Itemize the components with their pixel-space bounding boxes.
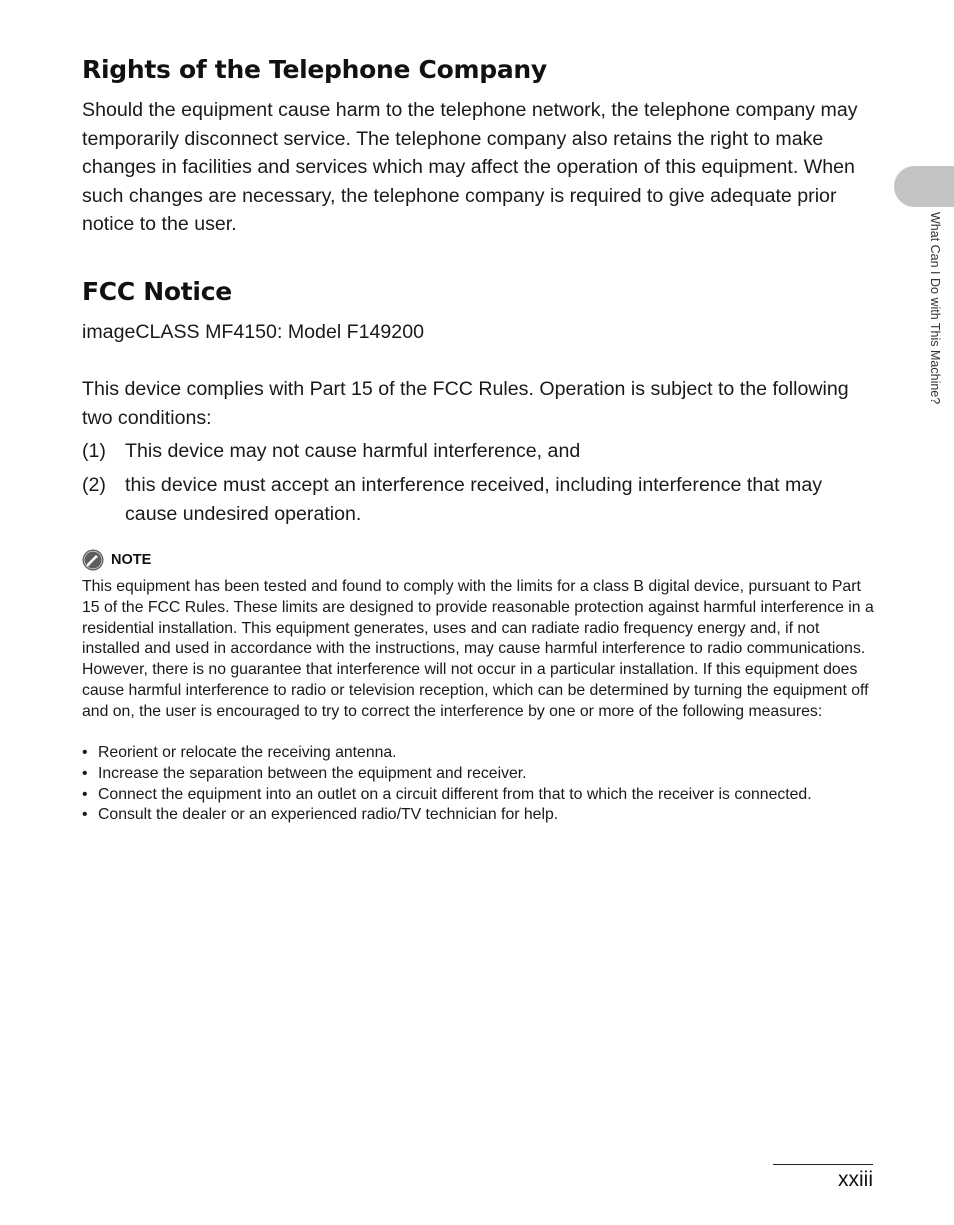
condition-item bbox=[82, 471, 872, 528]
list-item bbox=[82, 743, 882, 764]
model-line: imageCLASS MF4150: Model F149200 bbox=[82, 321, 424, 343]
fcc-intro: This device complies with Part 15 of the FCC Rules. Operation is subject to the following two conditions: bbox=[82, 378, 849, 429]
list-item bbox=[82, 764, 882, 785]
condition-number: (1) bbox=[82, 440, 106, 462]
note-bullet-list bbox=[82, 743, 882, 826]
bullet-icon: • bbox=[82, 764, 88, 782]
condition-text: this device must accept an interference received, including interference that may cause undesired operation. bbox=[125, 474, 823, 525]
bullet-icon: • bbox=[82, 785, 88, 803]
pencil-note-icon bbox=[82, 549, 104, 571]
list-item bbox=[82, 805, 882, 826]
condition-text: This device may not cause harmful interference, and bbox=[125, 440, 581, 462]
condition-number: (2) bbox=[82, 474, 106, 496]
rights-paragraph: Should the equipment cause harm to the telephone network, the telephone company may temporarily disconnect service. The telephone company also retains the right to make changes in facilities and services which may affect the operation of this equipment. When such changes are necessary, the telephone company is required to give adequate prior notice to the user. bbox=[82, 99, 858, 235]
bullet-text: Increase the separation between the equipment and receiver. bbox=[98, 764, 527, 782]
bullet-icon: • bbox=[82, 744, 88, 761]
page-number: xxiii bbox=[838, 1168, 873, 1191]
chapter-title-vertical: What Can I Do with This Machine? bbox=[928, 212, 942, 405]
footer-rule bbox=[773, 1164, 873, 1165]
note-body: This equipment has been tested and found to comply with the limits for a class B digital device, pursuant to Part 15 of the FCC Rules. These limits are designed to provide reasonable protection against harmful interference in a residential installation. This equipment generates, uses and can radiate radio frequency energy and, if not installed and used in accordance with the instructions, may cause harmful interference to radio communications. However, there is no guarantee that interference will not occur in a particular installation. If this equipment does cause harmful interference to radio or television reception, which can be determined by turning the equipment off and on, the user is encouraged to try to correct the interference by one or more of the following measures: bbox=[82, 578, 874, 720]
list-item bbox=[82, 785, 882, 806]
chapter-tab bbox=[894, 166, 954, 207]
section-title-fcc: FCC Notice bbox=[82, 277, 232, 306]
condition-item bbox=[82, 437, 872, 466]
bullet-text: Reorient or relocate the receiving antenna. bbox=[98, 744, 397, 761]
section-title-rights: Rights of the Telephone Company bbox=[82, 55, 547, 84]
bullet-icon: • bbox=[82, 806, 88, 824]
note-label: NOTE bbox=[111, 552, 152, 568]
bullet-text: Connect the equipment into an outlet on a circuit different from that to which the receiver is connected. bbox=[98, 785, 812, 803]
bullet-text: Consult the dealer or an experienced radio/TV technician for help. bbox=[98, 806, 559, 824]
